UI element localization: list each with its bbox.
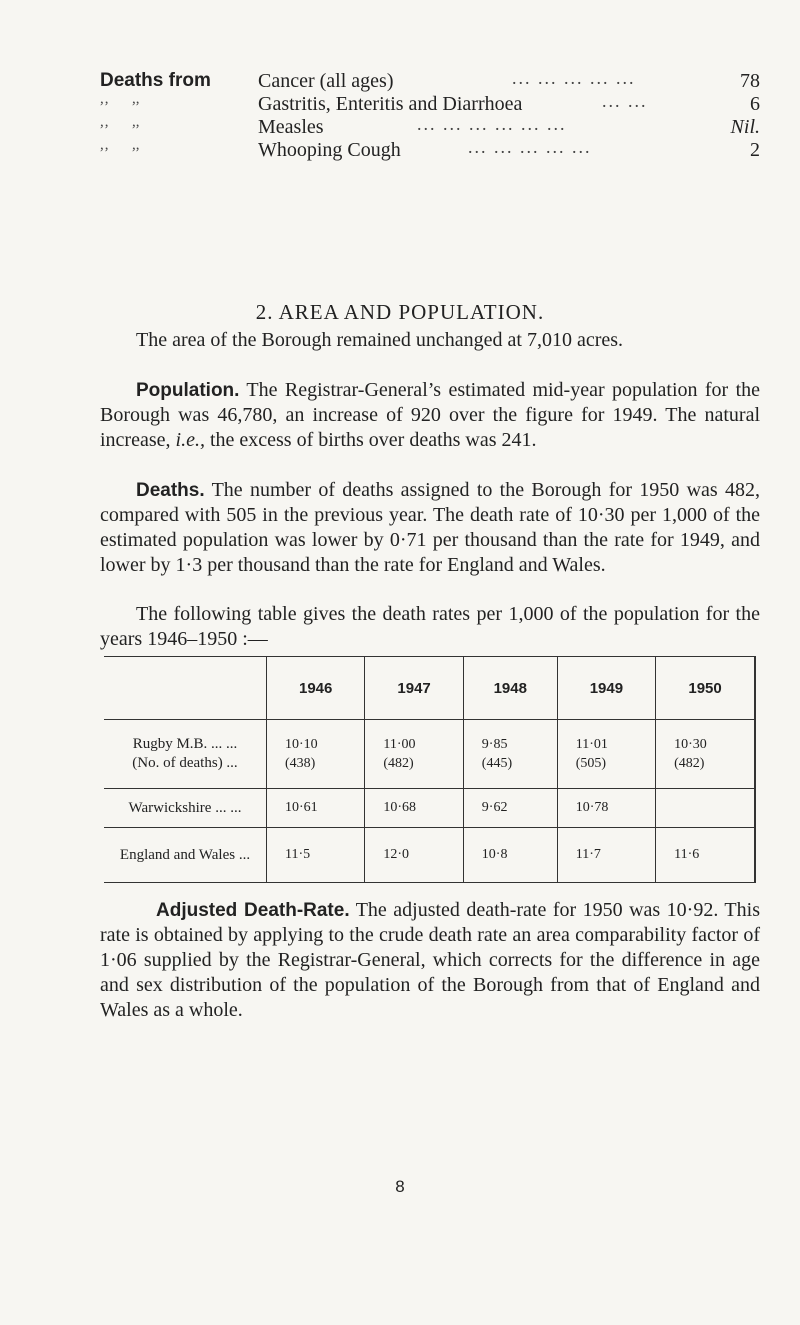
ditto-mark: ,, <box>100 137 110 153</box>
list-item <box>100 116 760 138</box>
rate-value <box>656 789 755 828</box>
page-number: 8 <box>395 1177 405 1196</box>
deaths-lead: Deaths. <box>136 480 205 501</box>
rate-value: 9·85 <box>481 737 508 752</box>
rate-value: 10·68 <box>365 789 463 828</box>
population-text: The Registrar-General’s estimated mid-year population for the Borough was 46,780, an increase of 920 over the figure for 1949. The natural increase, <box>100 379 760 451</box>
header-blank <box>104 657 267 720</box>
population-lead: Population. <box>136 380 240 401</box>
table-cell <box>557 720 655 789</box>
ditto-mark: ,, <box>132 137 140 153</box>
list-item <box>100 70 760 92</box>
table-row <box>104 789 755 828</box>
rate-value: 11·7 <box>557 828 655 883</box>
rate-value: 10·30 <box>674 737 707 752</box>
table-cell <box>365 720 463 789</box>
header-year: 1948 <box>463 657 557 720</box>
rate-value: 10·8 <box>463 828 557 883</box>
ditto-mark: ,, <box>132 114 140 130</box>
rate-value: 11·5 <box>267 828 365 883</box>
cause-label: Gastritis, Enteritis and Diarrhoea <box>258 93 523 115</box>
ditto-mark: ,, <box>100 114 110 130</box>
ditto-mark: ,, <box>100 91 110 107</box>
rate-value: 11·00 <box>383 737 416 752</box>
row-name <box>104 720 267 789</box>
deaths-count: (482) <box>674 756 705 771</box>
list-item <box>100 93 760 115</box>
population-paragraph <box>100 378 760 453</box>
list-item <box>100 139 760 161</box>
population-italic: i.e., <box>175 429 205 451</box>
deaths-from-lead: Deaths from <box>100 70 211 91</box>
cause-value: 78 <box>740 70 760 92</box>
ditto-mark: ,, <box>132 91 140 107</box>
deaths-count: (505) <box>575 756 607 771</box>
cause-label: Measles <box>258 116 324 138</box>
rate-value: 11·6 <box>656 828 755 883</box>
rate-value: 10·78 <box>557 789 655 828</box>
leader-dots: ... ... ... ... ... ... <box>417 114 567 134</box>
adjusted-text: The adjusted death-rate for 1950 was 10·92. This rate is obtained by applying to the crude death rate an area comparability factor of 1·06 supplied by the Registrar-General, which corrects for the difference in age and sex distribution of the population of the Borough from that of England and Wales as a whole. <box>100 899 760 1021</box>
rate-value: 11·01 <box>575 737 608 752</box>
leader-dots: ... ... ... ... ... <box>512 68 636 88</box>
deaths-count: (482) <box>383 756 414 771</box>
cause-label: Cancer (all ages) <box>258 70 394 92</box>
table-row <box>104 720 755 789</box>
table-intro <box>100 602 760 652</box>
cause-label: Whooping Cough <box>258 139 401 161</box>
header-year: 1946 <box>267 657 365 720</box>
deaths-list <box>100 70 760 162</box>
population-text-end: the excess of births over deaths was 241. <box>204 429 537 451</box>
deaths-paragraph <box>100 478 760 578</box>
header-year: 1947 <box>365 657 463 720</box>
deaths-text: The number of deaths assigned to the Borough for 1950 was 482, compared with 505 in the previous year. The death rate of 10·30 per 1,000 of the estimated population was lower by 0·71 per thousand than the rate for 1949, and lower by 1·3 per thousand than the rate for England and Wales. <box>100 479 760 576</box>
leader-dots: ... ... ... ... ... <box>468 137 592 157</box>
section-heading: 2. AREA AND POPULATION. <box>255 300 545 324</box>
table-cell <box>656 720 755 789</box>
table-intro-text: The following table gives the death rates per 1,000 of the population for the years 1946–1950 :— <box>100 603 760 650</box>
deaths-count: (438) <box>285 756 316 771</box>
death-rates-table <box>104 656 756 883</box>
row-name: Warwickshire ... ... <box>104 789 267 828</box>
leader-dots: ... ... <box>602 91 648 111</box>
adjusted-lead: Adjusted Death-Rate. <box>156 900 350 921</box>
deaths-count: (445) <box>481 756 513 771</box>
rate-value: 10·61 <box>267 789 365 828</box>
cause-value: 2 <box>750 139 760 161</box>
table-header-row <box>104 657 755 720</box>
table-cell <box>267 720 365 789</box>
area-paragraph <box>100 328 760 353</box>
row-name-line: Rugby M.B. ... ... <box>132 736 238 752</box>
table-cell <box>463 720 557 789</box>
rate-value: 12·0 <box>365 828 463 883</box>
header-year: 1950 <box>656 657 755 720</box>
rate-value: 9·62 <box>463 789 557 828</box>
rate-value: 10·10 <box>285 737 318 752</box>
area-text: The area of the Borough remained unchanged at 7,010 acres. <box>136 329 624 351</box>
row-name: England and Wales ... <box>104 828 267 883</box>
adjusted-paragraph <box>100 898 760 1023</box>
table-row <box>104 828 755 883</box>
row-name-line: (No. of deaths) ... <box>132 755 238 771</box>
header-year: 1949 <box>557 657 655 720</box>
cause-value: Nil. <box>730 116 760 138</box>
cause-value: 6 <box>750 93 760 115</box>
